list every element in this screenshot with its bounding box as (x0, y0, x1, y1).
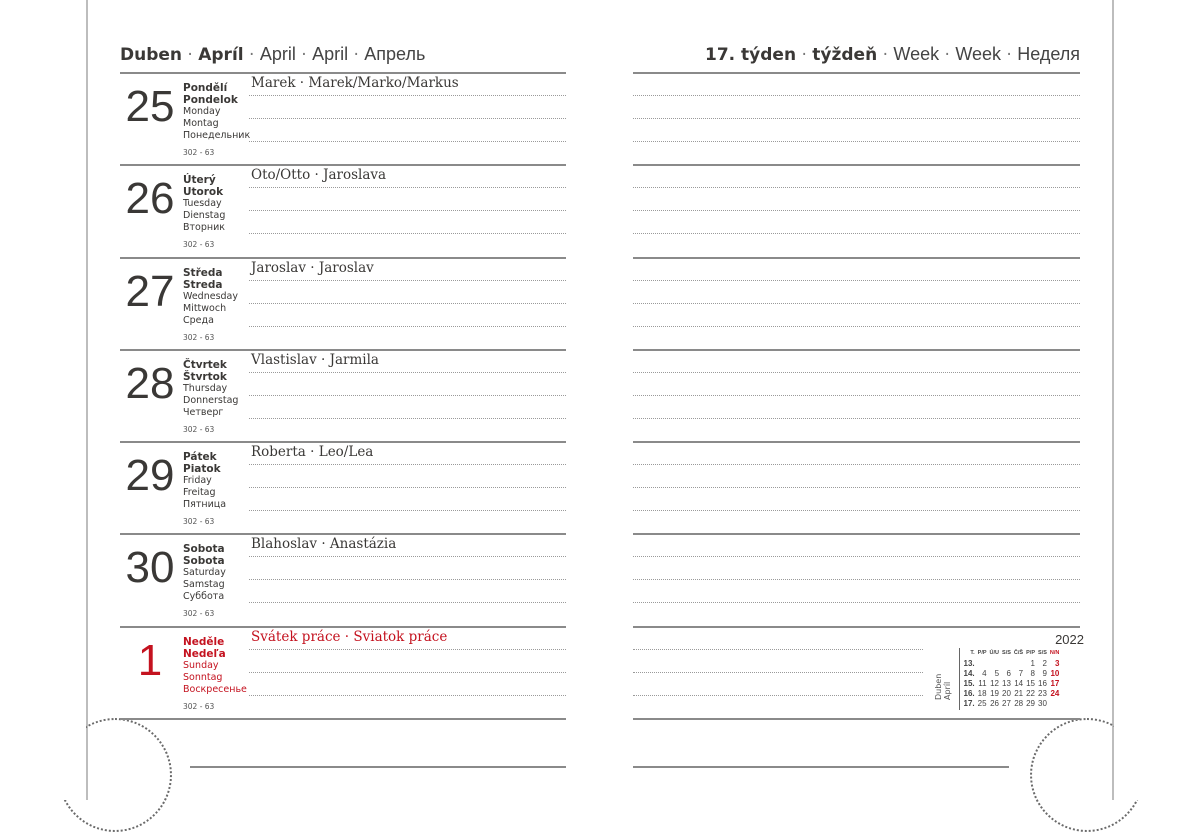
day-code: 302 - 63 (183, 148, 215, 157)
calendar-year: 2022 (1055, 632, 1084, 647)
day-name-de: Freitag (183, 487, 216, 498)
dotted-rule (633, 95, 1080, 96)
calendar-cell: T. (970, 650, 975, 656)
calendar-cell: 25 (977, 698, 987, 708)
month-sk: Apríl (198, 45, 244, 65)
day-name-de: Dienstag (183, 210, 226, 221)
day-name-ru: Суббота (183, 591, 225, 602)
solid-rule (633, 349, 1080, 351)
solid-rule (120, 164, 566, 166)
day-number: 1 (137, 636, 163, 685)
calendar-cell: 18 (977, 688, 987, 698)
week-header: 17. týden · týždeň · Week · Week · Неделя (705, 44, 1080, 65)
solid-rule (633, 718, 1080, 720)
calendar-cell: 10 (1050, 668, 1060, 678)
calendar-cell (1012, 658, 1024, 668)
day-name-sk: Streda (183, 279, 223, 291)
dotted-rule (633, 210, 1080, 211)
day-names (183, 359, 238, 419)
month-cz: Duben (120, 45, 183, 65)
calendar-cell: 17 (1050, 678, 1060, 688)
dotted-rule (249, 326, 566, 327)
calendar-cell: 26 (990, 698, 1000, 708)
solid-rule (633, 257, 1080, 259)
dotted-rule (249, 695, 566, 696)
dotted-rule (633, 233, 1080, 234)
calendar-month-label: Duben Apríl (934, 673, 952, 700)
nameday-text: Roberta · Leo/Lea (251, 444, 374, 460)
day-number: 25 (125, 82, 175, 131)
day-code: 302 - 63 (183, 425, 215, 434)
dotted-rule (633, 418, 1080, 419)
dotted-rule (633, 464, 1080, 465)
day-name-cz: Pátek (183, 451, 217, 463)
calendar-cell: 22 (1026, 688, 1035, 698)
calendar-cell: S/S (1002, 650, 1011, 656)
dotted-rule (633, 395, 1080, 396)
solid-rule (633, 164, 1080, 166)
dotted-rule (633, 280, 1080, 281)
day-names (183, 174, 225, 234)
day-name-en: Sunday (183, 660, 219, 671)
calendar-week-number: 17. (963, 698, 975, 708)
day-number: 28 (125, 359, 175, 408)
dotted-rule (249, 510, 566, 511)
week-de: Week (955, 44, 1001, 64)
dotted-rule (633, 141, 1080, 142)
day-name-cz: Neděle (183, 636, 225, 648)
dotted-rule (249, 187, 566, 188)
solid-rule (120, 441, 566, 443)
calendar-cell: 8 (1030, 668, 1035, 678)
dotted-rule (633, 510, 1080, 511)
nameday-text: Blahoslav · Anastázia (251, 536, 397, 552)
calendar-cell: 27 (1002, 698, 1011, 708)
dotted-rule (249, 602, 566, 603)
solid-rule (120, 533, 566, 535)
day-names (183, 82, 250, 142)
dotted-rule (249, 487, 566, 488)
calendar-cell: 21 (1014, 688, 1024, 698)
calendar-cell: 7 (1018, 668, 1024, 678)
dotted-rule (633, 118, 1080, 119)
solid-rule (633, 72, 1080, 74)
day-name-cz: Středa (183, 267, 223, 279)
dotted-rule (249, 118, 566, 119)
solid-rule (633, 533, 1080, 535)
dotted-rule (249, 210, 566, 211)
day-code: 302 - 63 (183, 333, 215, 342)
day-name-cz: Sobota (183, 543, 225, 555)
day-number: 26 (125, 174, 175, 223)
calendar-cell: 23 (1038, 688, 1047, 698)
dotted-rule (249, 418, 566, 419)
day-name-en: Monday (183, 106, 221, 117)
calendar-cell: Č/Š (1013, 650, 1024, 656)
day-name-ru: Четверг (183, 407, 224, 418)
solid-rule (120, 257, 566, 259)
calendar-cell: S/S (1038, 650, 1047, 656)
month-de: April (312, 44, 349, 64)
dotted-rule (249, 141, 566, 142)
day-name-de: Sonntag (183, 672, 223, 683)
calendar-cell (988, 658, 1000, 668)
calendar-week-number: 14. (963, 668, 975, 678)
calendar-cell: N/N (1049, 650, 1060, 656)
calendar-cell: 28 (1014, 698, 1024, 708)
day-names (183, 636, 247, 696)
calendar-cell: 24 (1050, 688, 1060, 698)
week-en: Week (893, 44, 940, 64)
dotted-rule (633, 579, 1080, 580)
day-name-en: Friday (183, 475, 212, 486)
calendar-week-row (962, 658, 1061, 668)
solid-rule (633, 626, 1080, 628)
nameday-text: Svátek práce · Sviatok práce (251, 629, 448, 645)
month-header: Duben · Apríl · April · April · Апрель (120, 44, 426, 65)
day-names (183, 267, 238, 327)
day-name-en: Thursday (183, 383, 228, 394)
nameday-text: Oto/Otto · Jaroslava (251, 167, 387, 183)
nameday-text: Marek · Marek/Marko/Markus (251, 75, 459, 91)
day-name-ru: Вторник (183, 222, 226, 233)
day-names (183, 451, 226, 511)
calendar-cell: 12 (990, 678, 1000, 688)
day-name-cz: Čtvrtek (183, 359, 227, 371)
calendar-cell: 9 (1042, 668, 1047, 678)
day-name-ru: Пятница (183, 499, 227, 510)
dotted-rule (249, 303, 566, 304)
calendar-week-row (962, 698, 1061, 708)
calendar-cell: 29 (1026, 698, 1035, 708)
calendar-header-row (962, 648, 1061, 658)
calendar-week-row (962, 688, 1061, 698)
dotted-rule (633, 556, 1080, 557)
day-name-de: Samstag (183, 579, 225, 590)
solid-rule (633, 441, 1080, 443)
nameday-text: Jaroslav · Jaroslav (251, 260, 374, 276)
day-name-sk: Nedeľa (183, 648, 226, 660)
day-name-ru: Понедельник (183, 130, 251, 141)
calendar-cell: 13 (1002, 678, 1011, 688)
week-sk: týždeň (812, 45, 878, 65)
day-name-de: Montag (183, 118, 219, 129)
day-code: 302 - 63 (183, 702, 215, 711)
right-page-edge (1112, 0, 1114, 800)
day-name-cz: Úterý (183, 174, 216, 186)
day-name-en: Saturday (183, 567, 226, 578)
calendar-cell: 1 (1030, 658, 1035, 668)
calendar-cell: 3 (1054, 658, 1060, 668)
calendar-grid (962, 648, 1061, 708)
day-name-sk: Utorok (183, 186, 224, 198)
calendar-cell: 19 (990, 688, 1000, 698)
dotted-rule (249, 395, 566, 396)
day-name-de: Donnerstag (183, 395, 239, 406)
dotted-rule (249, 672, 566, 673)
month-en: April (259, 44, 296, 64)
calendar-cell: 20 (1002, 688, 1011, 698)
day-name-en: Tuesday (183, 198, 222, 209)
dotted-rule (249, 95, 566, 96)
dotted-rule (633, 695, 923, 696)
calendar-week-number: 15. (963, 678, 975, 688)
week-cz: 17. týden (705, 45, 797, 65)
nameday-text: Vlastislav · Jarmila (251, 352, 379, 368)
day-number: 29 (125, 451, 175, 500)
calendar-week-number: 16. (963, 688, 975, 698)
dotted-rule (249, 280, 566, 281)
dotted-rule (249, 556, 566, 557)
dotted-rule (633, 303, 1080, 304)
calendar-cell (1001, 658, 1013, 668)
dotted-rule (633, 672, 923, 673)
calendar-cell: 11 (978, 678, 987, 688)
day-name-de: Mittwoch (183, 303, 227, 314)
day-name-cz: Pondělí (183, 82, 228, 94)
calendar-cell: 16 (1038, 678, 1047, 688)
solid-rule (633, 766, 1009, 768)
day-name-ru: Воскресенье (183, 684, 247, 695)
dotted-rule (249, 372, 566, 373)
calendar-divider (959, 648, 960, 710)
calendar-cell: 14 (1014, 678, 1024, 688)
day-code: 302 - 63 (183, 240, 215, 249)
dotted-rule (249, 579, 566, 580)
day-code: 302 - 63 (183, 517, 215, 526)
day-number: 30 (125, 543, 175, 592)
day-name-sk: Piatok (183, 463, 221, 475)
day-name-sk: Štvrtok (183, 371, 227, 383)
left-page-edge (86, 0, 88, 800)
day-name-sk: Sobota (183, 555, 225, 567)
solid-rule (120, 349, 566, 351)
calendar-week-number: 13. (963, 658, 975, 668)
dotted-rule (249, 464, 566, 465)
dotted-rule (633, 487, 1080, 488)
calendar-cell: 4 (982, 668, 987, 678)
dotted-rule (249, 649, 566, 650)
calendar-cell (1048, 698, 1060, 708)
week-ru: Неделя (1017, 44, 1080, 64)
solid-rule (190, 766, 566, 768)
calendar-cell: 6 (1006, 668, 1011, 678)
calendar-cell: P/P (977, 650, 987, 656)
calendar-cell: 2 (1042, 658, 1047, 668)
calendar-week-row (962, 668, 1061, 678)
solid-rule (120, 626, 566, 628)
calendar-cell: 15 (1026, 678, 1035, 688)
day-name-ru: Среда (183, 315, 214, 326)
calendar-cell: Ú/U (989, 650, 1000, 656)
calendar-cell: 5 (994, 668, 1000, 678)
calendar-cell: P/P (1026, 650, 1035, 656)
day-number: 27 (125, 267, 175, 316)
solid-rule (120, 718, 566, 720)
day-code: 302 - 63 (183, 609, 215, 618)
calendar-week-row (962, 678, 1061, 688)
dotted-rule (633, 372, 1080, 373)
solid-rule (120, 72, 566, 74)
calendar-cell: 30 (1038, 698, 1047, 708)
dotted-rule (249, 233, 566, 234)
month-ru: Апрель (364, 44, 426, 64)
day-name-en: Wednesday (183, 291, 239, 302)
day-names (183, 543, 226, 603)
dotted-rule (633, 649, 923, 650)
dotted-rule (633, 602, 1080, 603)
mini-calendar (934, 630, 1084, 710)
dotted-rule (633, 187, 1080, 188)
day-name-sk: Pondelok (183, 94, 238, 106)
dotted-rule (633, 326, 1080, 327)
calendar-cell (976, 658, 988, 668)
